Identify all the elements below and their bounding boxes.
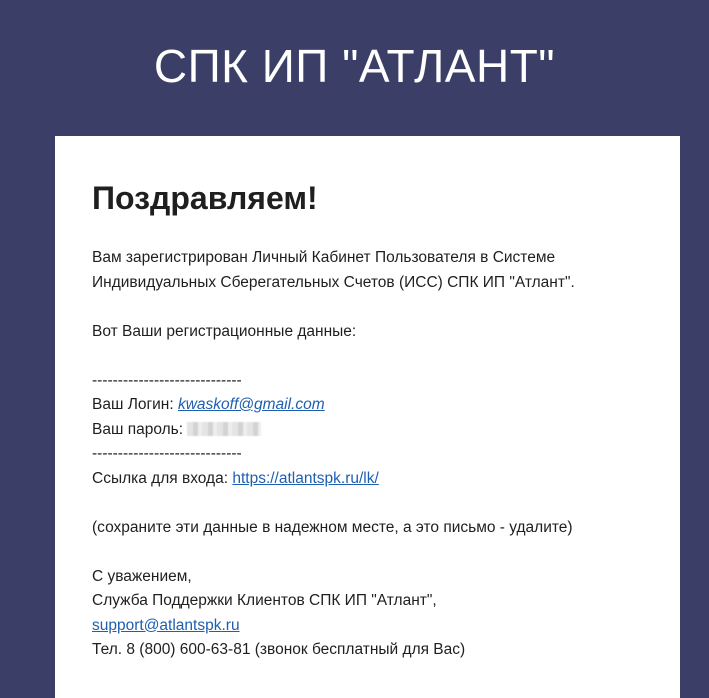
support-email-link[interactable]: support@atlantspk.ru (92, 616, 240, 634)
note-text: (сохраните эти данные в надежном месте, а это письмо - удалите) (92, 518, 573, 536)
regards-text: С уважением, (92, 567, 192, 585)
intro-text: Вам зарегистрирован Личный Кабинет Пользователя в Системе Индивидуальных Сберегательных Счетов (ИСС) СПК ИП "Атлант". (92, 249, 575, 291)
data-intro-text: Вот Ваши регистрационные данные: (92, 322, 357, 340)
link-line (92, 467, 652, 492)
password-label: Ваш пароль: (92, 420, 188, 438)
separator-top: ----------------------------- (92, 371, 242, 389)
greeting-heading: Поздравляем! (92, 180, 318, 216)
email-content (92, 176, 652, 663)
phone-text: Тел. 8 (800) 600-63-81 (звонок бесплатный для Вас) (92, 641, 466, 658)
link-label: Ссылка для входа: (92, 469, 233, 487)
login-email-link[interactable]: kwaskoff@gmail.com (177, 396, 325, 413)
header-title: СПК ИП "АТЛАНТ" (153, 40, 556, 92)
login-line (92, 393, 652, 418)
email-card (55, 136, 680, 698)
email-header (0, 0, 709, 136)
login-label: Ваш Логин: (92, 396, 178, 413)
separator-bottom: ----------------------------- (92, 445, 242, 462)
signature-text: Служба Поддержки Клиентов СПК ИП "Атлант", (92, 592, 437, 609)
password-line (92, 418, 652, 443)
login-url-link[interactable]: https://atlantspk.ru/lk/ (232, 469, 379, 487)
support-email-line (92, 614, 652, 639)
password-redacted (187, 422, 261, 436)
